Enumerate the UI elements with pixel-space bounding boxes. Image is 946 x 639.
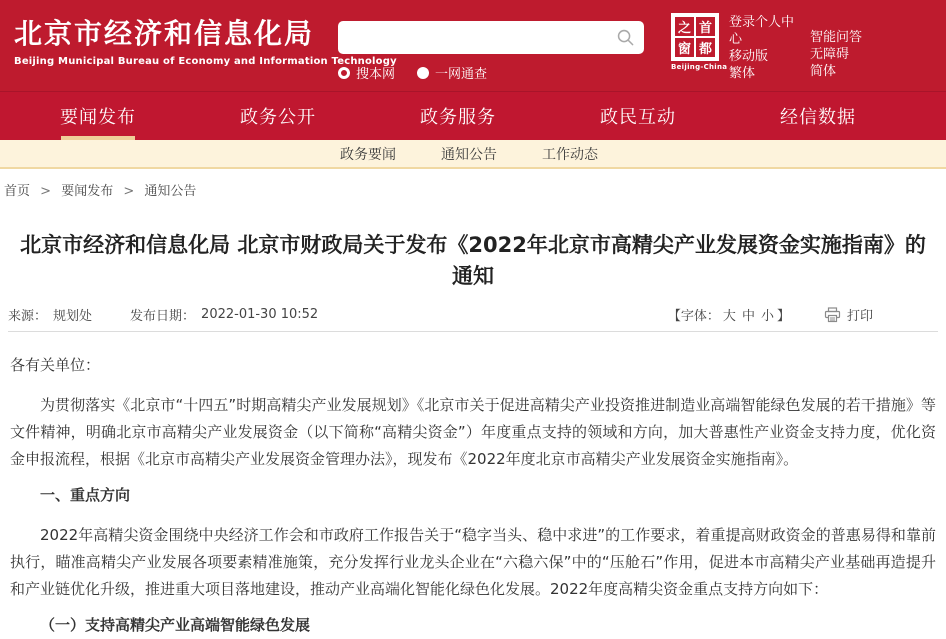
publish-date-value: 2022-01-30 10:52 — [201, 307, 319, 322]
main-nav — [0, 91, 946, 140]
capital-window-logo[interactable] — [671, 13, 728, 71]
logo-char: 都 — [696, 38, 715, 57]
article-meta-right — [668, 305, 873, 324]
article-paragraph: 为贯彻落实《北京市“十四五”时期高精尖产业发展规划》《北京市关于促进高精尖产业投资推进制造业高端智能绿色发展的若干措施》等文件精神，明确北京市高精尖产业发展资金（以下简称“高精尖资金”）年度重点支持的领域和方向，加大普惠性产业资金支持力度，优化资金申报流程，根据《北京市高精尖产业发展资金管理办法》，现发布《2022年度北京市高精尖产业发展资金实施指南》。 — [10, 396, 936, 468]
article-paragraph: 2022年高精尖资金围绕中央经济工作会和市政府工作报告关于“稳字当头、稳中求进”的工作要求，着重提高财政资金的普惠易得和靠前执行，瞄准高精尖产业发展各项要素精准施策，充分发挥行业龙头企业在“六稳六保”中的“压舱石”作用，促进本市高精尖产业基础再造提升和产业链优化升级，推进重大项目落地建设，推动产业高端化智能化绿色化发展。2022年度高精尖资金重点支持方向如下： — [10, 526, 936, 598]
search-scope-options — [338, 63, 644, 82]
traditional-chinese-link[interactable]: 繁体 — [729, 66, 756, 81]
publish-date-label: 发布日期： — [130, 309, 196, 324]
logo-char: 之 — [675, 17, 694, 36]
smart-qa-link[interactable]: 智能问答 — [810, 30, 863, 45]
search-area — [338, 21, 644, 82]
article-meta-row — [0, 305, 946, 324]
subnav-item-work-updates[interactable]: 工作动态 — [542, 146, 598, 163]
logo-caption: Beijing-China — [671, 63, 728, 71]
font-size-small-button[interactable]: 小 — [760, 309, 774, 324]
print-label: 打印 — [846, 309, 873, 324]
simplified-chinese-link[interactable]: 简体 — [810, 64, 837, 79]
capital-window-seal-icon — [671, 13, 719, 61]
search-scope-site-label: 搜本网 — [356, 67, 396, 82]
search-input[interactable] — [338, 21, 644, 54]
font-size-prefix: 【字体： — [667, 309, 720, 324]
article-heading-subsection-1: （一）支持高精尖产业高端智能绿色发展 — [40, 616, 311, 634]
breadcrumb-separator: > — [123, 184, 135, 199]
breadcrumb-current[interactable]: 通知公告 — [144, 184, 197, 199]
nav-item-gov-disclosure[interactable]: 政务公开 — [240, 107, 316, 128]
breadcrumb-section[interactable]: 要闻发布 — [61, 184, 114, 199]
printer-icon — [824, 307, 841, 323]
font-size-suffix: 】 — [776, 309, 790, 324]
font-size-control — [668, 305, 790, 324]
logo-char: 窗 — [675, 38, 694, 57]
header-links-column-2 — [810, 29, 880, 80]
search-scope-network-label: 一网通查 — [435, 67, 488, 82]
print-button[interactable] — [824, 305, 873, 324]
nav-item-public-interaction[interactable]: 政民互动 — [600, 107, 676, 128]
accessibility-link[interactable]: 无障碍 — [810, 47, 850, 62]
sub-nav — [0, 140, 946, 169]
breadcrumb-home[interactable]: 首页 — [4, 184, 31, 199]
search-scope-network[interactable] — [417, 63, 487, 82]
nav-item-gov-services[interactable]: 政务服务 — [420, 107, 496, 128]
subnav-item-gov-news[interactable]: 政务要闻 — [340, 146, 396, 163]
article-heading-key-directions: 一、重点方向 — [40, 486, 131, 504]
search-scope-site[interactable] — [338, 63, 395, 82]
site-title: 北京市经济和信息化局 — [14, 17, 315, 50]
radio-selected-icon[interactable] — [338, 67, 350, 79]
meta-divider — [8, 331, 938, 332]
font-size-medium-button[interactable]: 中 — [741, 309, 755, 324]
site-subtitle-en: Beijing Municipal Bureau of Economy and Information Technology — [14, 56, 397, 67]
site-header — [0, 0, 946, 91]
article-title: 北京市经济和信息化局 北京市财政局关于发布《2022年北京市高精尖产业发展资金实施指南》的通知 — [20, 233, 926, 288]
subnav-item-notices[interactable]: 通知公告 — [441, 146, 497, 163]
article-body — [0, 352, 946, 639]
breadcrumb — [0, 169, 946, 207]
nav-item-news-release[interactable]: 要闻发布 — [60, 92, 136, 140]
header-links-column-1 — [729, 14, 799, 82]
font-size-large-button[interactable]: 大 — [722, 309, 736, 324]
login-personal-center-link[interactable]: 登录个人中心 — [729, 15, 795, 47]
search-icon[interactable] — [616, 28, 635, 47]
radio-unselected-icon[interactable] — [417, 67, 429, 79]
nav-item-economic-data[interactable]: 经信数据 — [780, 107, 856, 128]
breadcrumb-separator: > — [40, 184, 52, 199]
logo-char: 首 — [696, 17, 715, 36]
source-label: 来源： — [8, 309, 48, 324]
article-salutation: 各有关单位： — [10, 356, 101, 374]
source-value: 规划处 — [53, 309, 93, 324]
mobile-version-link[interactable]: 移动版 — [729, 49, 769, 64]
article-meta-left — [8, 305, 318, 324]
